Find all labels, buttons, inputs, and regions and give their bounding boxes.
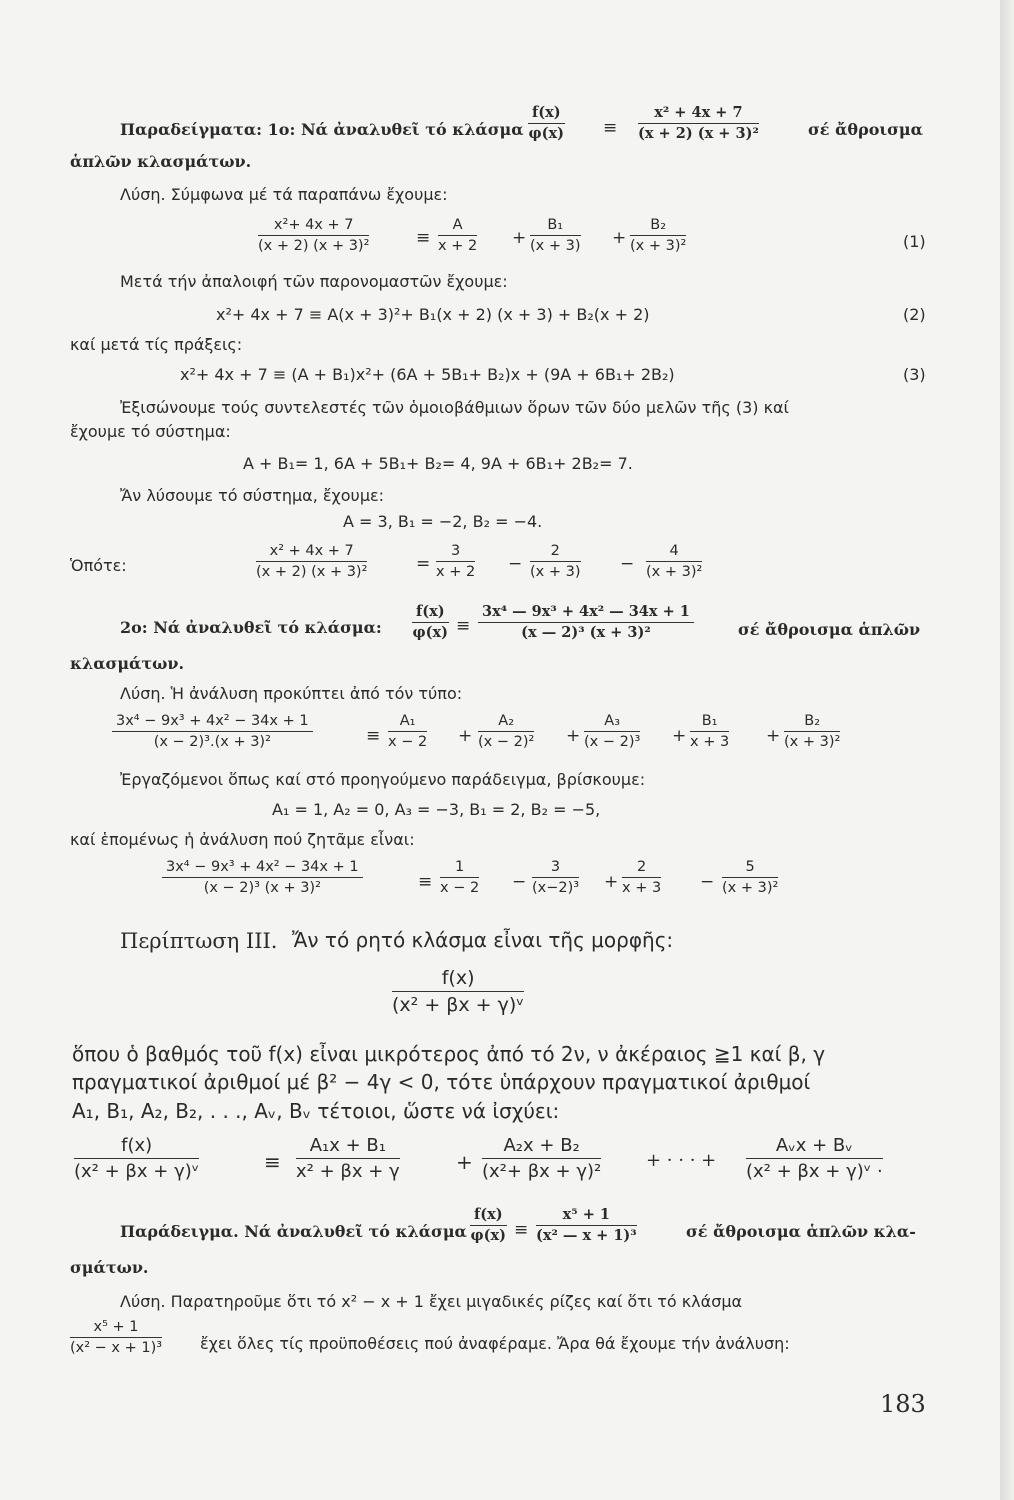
eq1-lhs: $\frac{\text{x²+ 4x + 7}}{\text{(x + 2) (x + 3)²}}$ [258,217,370,254]
case3-paragraph3: A₁, B₁, A₂, B₂, . . ., Aᵥ, Bᵥ τέτοιοι, ὥστε νά ἰσχύει: [72,1099,560,1123]
general-term1: $\frac{\text{A₁x + B₁}}{\text{x² + βx + γ}}$ [296,1135,400,1182]
example2-tail: σέ ἄθροισμα ἁπλῶν [738,620,921,639]
thus-text: καί ἑπομένως ἡ ἀνάλυση πού ζητᾶμε εἶναι: [70,830,415,849]
equate-line1: Ἐξισώνουμε τούς συντελεστές τῶν ὁμοιοβάθμιων ὅρων τῶν δύο μελῶν τῆς (3) καί [120,398,789,417]
example2-intro: 2ο: Νά ἀναλυθεῖ τό κλάσμα: [120,618,382,637]
case3-heading: Περίπτωση III. [120,929,278,953]
example3-solution: Λύση. Παρατηροῦμε ὅτι τό x² − x + 1 ἔχει μιγαδικές ρίζες καί ὅτι τό κλάσμα [120,1292,743,1311]
eq1-term-b1: $\frac{\text{B₁}}{(x + 3)}$ [530,217,581,254]
example1-fraction: $\frac{f(x)}{\varphi(x)}$ [528,104,565,142]
after-operations: καί μετά τίς πράξεις: [70,335,243,354]
eq2-tag: (2) [903,305,926,324]
general-term2: $\frac{\text{A₂x + B₂}}{\text{(x²+ βx + γ)²}}$ [482,1135,602,1182]
formula-term1: $\frac{\text{A₁}}{x - 2}$ [388,713,428,750]
example3-last-fraction: $\frac{\text{x⁵ + 1}}{\text{(x² − x + 1)³}}$ [70,1319,163,1356]
example2-fraction: $\frac{f(x)}{\varphi(x)}$ [412,603,449,641]
example2-solution: Λύση. Ἡ ἀνάλυση προκύπτει ἀπό τόν τύπο: [120,684,463,703]
formula-term4: $\frac{\text{B₁}}{x + 3}$ [690,713,730,750]
eq3: x²+ 4x + 7 ≡ (A + B₁)x²+ (6A + 5B₁+ B₂)x + (9A + 6B₁+ 2B₂) [180,365,675,384]
example3-tail2: σμάτων. [70,1258,149,1277]
formula-term3: $\frac{\text{A₃}}{\text{(x − 2)³}}$ [584,713,641,750]
example1-rhs-fraction: $\frac{\text{x² + 4x + 7}}{\text{(x + 2) (x + 3)²}}$ [638,104,759,142]
general-lhs: $\frac{f(x)}{\text{(x² + βx + γ)ᵛ}}$ [74,1135,200,1182]
example1-intro: Παραδείγματα: 1ο: Νά ἀναλυθεῖ τό κλάσμα [120,120,524,139]
result1-term2: $\frac{2}{(x + 3)}$ [530,543,581,580]
hence-label: Ὁπότε: [70,556,127,575]
result1-term3: $\frac{4}{\text{(x + 3)²}}$ [646,543,703,580]
eq1-term-a: $\frac{A}{x + 2}$ [438,217,478,254]
case3-heading-rest: Ἄν τό ρητό κλάσμα εἶναι τῆς μορφῆς: [292,928,674,952]
example3-intro: Παράδειγμα. Νά ἀναλυθεῖ τό κλάσμα [120,1222,467,1241]
eq1-tag: (1) [903,232,926,251]
result2-term4: $\frac{5}{\text{(x + 3)²}}$ [722,859,779,896]
eq1-term-b2: $\frac{\text{B₂}}{\text{(x + 3)²}}$ [630,217,687,254]
formula-lhs: $\frac{\text{3x⁴ − 9x³ + 4x² − 34x + 1}}{\text{(x − 2)³.(x + 3)²}}$ [112,712,313,751]
case3-paragraph2: πραγματικοί ἀριθμοί μέ β² − 4γ < 0, τότε ὑπάρχουν πραγματικοί ἀριθμοί [72,1070,811,1094]
page-number: 183 [880,1390,926,1418]
formula-term2: $\frac{\text{A₂}}{\text{(x − 2)²}}$ [478,713,535,750]
eq3-tag: (3) [903,365,926,384]
solve-text: Ἄν λύσουμε τό σύστημα, ἔχουμε: [120,486,385,505]
result2-term3: $\frac{2}{x + 3}$ [622,859,662,896]
example1-tail2: ἁπλῶν κλασμάτων. [70,152,252,171]
book-page: Παραδείγματα: 1ο: Νά ἀναλυθεῖ τό κλάσμα $\frac{f(x)}{\varphi(x)}$ ≡ $\frac{\text{x² + 4x + 7}}{\text{(x + 2) (x + 3)²}}$ σέ ἄθροισμα ἁπλῶν κλασμάτων. Λύση. Σύμφωνα μέ τά παραπάνω ἔχουμε: $\frac{\text{x²+ 4x + 7}}{\text{(x + 2) (x + 3)²}}$ ≡ $\frac{A}{x + 2}$ + $\frac{\text{B₁}}{(x + 3)}$ + $\frac{\text{B₂}}{\text{(x + 3)²}}$ (1) Μετά τήν ἀπαλοιφή τῶν παρονομαστῶν ἔχουμε: x²+ 4x + 7 ≡ A(x + 3)²+ B₁(x + 2) (x + 3) + B₂(x + 2) (2) καί μετά τίς πράξεις: x²+ 4x + 7 ≡ (A + B₁)x²+ (6A + 5B₁+ B₂)x + (9A + 6B₁+ 2B₂) (3) Ἐξισώνουμε τούς συντελεστές τῶν ὁμοιοβάθμιων ὅρων τῶν δύο μελῶν τῆς (3) καί ἔχουμε τό σύστημα: A + B₁= 1, 6A + 5B₁+ B₂= 4, 9A + 6B₁+ 2B₂= 7. Ἄν λύσουμε τό σύστημα, ἔχουμε: A = 3, B₁ = −2, B₂ = −4. Ὁπότε: $\frac{\text{x² + 4x + 7}}{\text{(x + 2) (x + 3)²}}$ = $\frac{3}{x + 2}$ − $\frac{2}{(x + 3)}$ − $\frac{4}{\text{(x + 3)²}}$ 2ο: Νά ἀναλυθεῖ τό κλάσμα: $\frac{f(x)}{\varphi(x)}$ ≡ $\frac{\text{3x⁴ — 9x³ + 4x² — 34x + 1}}{\text{(x — 2)³ (x + 3)²}}$ σέ ἄθροισμα ἁπλῶν κλασμάτων. Λύση. Ἡ ἀνάλυση προκύπτει ἀπό τόν τύπο: $\frac{\text{3x⁴ − 9x³ + 4x² − 34x + 1}}{\text{(x − 2)³.(x + 3)²}}$ ≡ $\frac{\text{A₁}}{x - 2}$ + $\frac{\text{A₂}}{\text{(x − 2)²}}$ + $\frac{\text{A₃}}{\text{(x − 2)³}}$ + $\frac{\text{B₁}}{x + 3}$ + $\frac{\text{B₂}}{\text{(x + 3)²}}$ Ἐργαζόμενοι ὅπως καί στό προηγούμενο παράδειγμα, βρίσκουμε: A₁ = 1, A₂ = 0, A₃ = −3, B₁ = 2, B₂ = −5, καί ἑπομένως ἡ ἀνάλυση πού ζητᾶμε εἶναι: $\frac{\text{3x⁴ − 9x³ + 4x² − 34x + 1}}{\text{(x − 2)³ (x + 3)²}}$ ≡ $\frac{1}{x - 2}$ − $\frac{3}{\text{(x−2)³}}$ + $\frac{2}{x + 3}$ − $\frac{5}{\text{(x + 3)²}}$ Περίπτωση III. Ἄν τό ρητό κλάσμα εἶναι τῆς μορφῆς: $\frac{f(x)}{\text{(x² + βx + γ)ᵛ}}$ ὅπου ὁ βαθμός τοῦ f(x) εἶναι μικρότερος ἀπό τό 2ν, ν ἀκέραιος ≧1 καί β, γ πραγματικοί ἀριθμοί μέ β² − 4γ < 0, τότε ὑπάρχουν πραγματικοί ἀριθμοί A₁, B₁, A₂, B₂, . . ., Aᵥ, Bᵥ τέτοιοι, ὥστε νά ἰσχύει: $\frac{f(x)}{\text{(x² + βx + γ)ᵛ}}$ ≡ $\frac{\text{A₁x + B₁}}{\text{x² + βx + γ}}$ + $\frac{\text{A₂x + B₂}}{\text{(x²+ βx + γ)²}}$ + · · · + Aᵥx + Bᵥ (x² + βx + γ)ᵛ · Παράδειγμα. Νά ἀναλυθεῖ τό κλάσμα $\frac{f(x)}{\varphi(x)}$ ≡ $\frac{\text{x⁵ + 1}}{\text{(x² — x + 1)³}}$ σέ ἄθροισμα ἁπλῶν κλα- σμάτων. Λύση. Παρατηροῦμε ὅτι τό x² − x + 1 ἔχει μιγαδικές ρίζες καί ὅτι τό κλάσμα $\frac{\text{x⁵ + 1}}{\text{(x² − x + 1)³}}$ ἔχει ὅλες τίς προϋποθέσεις πού ἀναφέραμε. Ἄρα θά ἔχουμε τήν ἀνάλυση: 183 [0,0,1000,1500]
example2-tail2: κλασμάτων. [70,654,185,673]
example2-values: A₁ = 1, A₂ = 0, A₃ = −3, B₁ = 2, B₂ = −5, [272,800,601,819]
result2-term1: $\frac{1}{x - 2}$ [440,859,480,896]
equiv-sign: ≡ [603,118,618,138]
case3-paragraph1: ὅπου ὁ βαθμός τοῦ f(x) εἶναι μικρότερος ἀπό τό 2ν, ν ἀκέραιος ≧1 καί β, γ [72,1042,826,1066]
example3-tail: σέ ἄθροισμα ἁπλῶν κλα- [686,1222,916,1241]
example3-rhs-fraction: $\frac{\text{x⁵ + 1}}{\text{(x² — x + 1)³}}$ [536,1206,637,1244]
general-dots: + · · · + [646,1150,717,1171]
general-term3: Aᵥx + Bᵥ (x² + βx + γ)ᵛ · [746,1135,883,1182]
example1-solution: Λύση. Σύμφωνα μέ τά παραπάνω ἔχουμε: [120,185,448,204]
example3-fraction: $\frac{f(x)}{\varphi(x)}$ [470,1206,507,1244]
example3-last-text: ἔχει ὅλες τίς προϋποθέσεις πού ἀναφέραμε. Ἄρα θά ἔχουμε τήν ἀνάλυση: [200,1334,790,1353]
formula-term5: $\frac{\text{B₂}}{\text{(x + 3)²}}$ [784,713,841,750]
example1-tail: σέ ἄθροισμα [808,120,923,139]
working-text: Ἐργαζόμενοι ὅπως καί στό προηγούμενο παράδειγμα, βρίσκουμε: [120,770,646,789]
system: A + B₁= 1, 6A + 5B₁+ B₂= 4, 9A + 6B₁+ 2B₂= 7. [243,454,633,473]
result2-lhs: $\frac{\text{3x⁴ − 9x³ + 4x² − 34x + 1}}{\text{(x − 2)³ (x + 3)²}}$ [162,858,363,897]
case3-form: $\frac{f(x)}{\text{(x² + βx + γ)ᵛ}}$ [392,967,525,1016]
eq2: x²+ 4x + 7 ≡ A(x + 3)²+ B₁(x + 2) (x + 3) + B₂(x + 2) [216,305,650,324]
page-edge [1000,0,1014,1500]
result2-term2: $\frac{3}{\text{(x−2)³}}$ [532,859,580,896]
example2-rhs-fraction: $\frac{\text{3x⁴ — 9x³ + 4x² — 34x + 1}}{\text{(x — 2)³ (x + 3)²}}$ [478,603,694,642]
equate-line2: ἔχουμε τό σύστημα: [70,422,231,441]
result1-term1: $\frac{3}{x + 2}$ [436,543,476,580]
after-denominators: Μετά τήν ἀπαλοιφή τῶν παρονομαστῶν ἔχουμε: [120,272,508,291]
solution-values: A = 3, B₁ = −2, B₂ = −4. [343,512,543,531]
result1-lhs: $\frac{\text{x² + 4x + 7}}{\text{(x + 2) (x + 3)²}}$ [256,543,368,580]
